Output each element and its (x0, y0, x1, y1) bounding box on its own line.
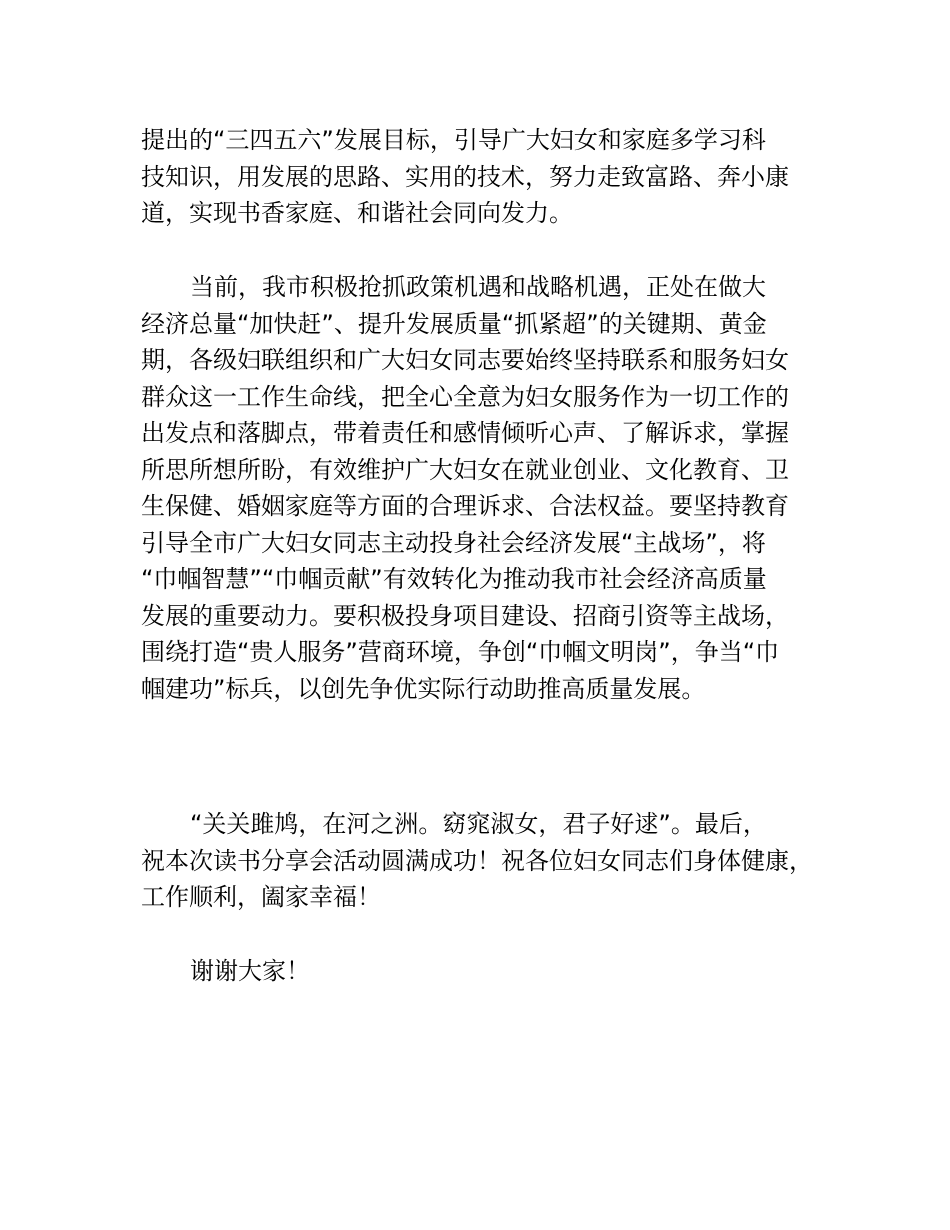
paragraph-line: 当前，我市积极抢抓政策机遇和战略机遇，正处在做大 (190, 273, 766, 301)
paragraph-line: “关关雎鸠，在河之洲。窈窕淑女，君子好逑”。最后， (190, 810, 767, 838)
paragraph-line: 帼建功”标兵，以创先争优实际行动助推高质量发展。 (141, 674, 706, 703)
paragraph-line: 谢谢大家！ (190, 957, 310, 985)
paragraph-closing-wishes (141, 806, 861, 916)
paragraph-line: 期，各级妇联组织和广大妇女同志要始终坚持联系和服务妇女 (141, 346, 789, 374)
paragraph-goals (141, 122, 861, 232)
paragraph-line: 工作顺利，阖家幸福！ (141, 883, 381, 911)
paragraph-thanks (141, 953, 861, 990)
paragraph-line: 围绕打造“贵人服务”营商环境，争创“巾帼文明岗”，争当“巾 (141, 638, 780, 666)
paragraph-line: 生保健、婚姻家庭等方面的合理诉求、合法权益。要坚持教育 (141, 492, 789, 520)
paragraph-line: 群众这一工作生命线，把全心全意为妇女服务作为一切工作的 (141, 382, 789, 411)
paragraph-line: 祝本次读书分享会活动圆满成功！祝各位妇女同志们身体健康， (141, 846, 813, 875)
paragraph-line: “巾帼智慧”“巾帼贡献”有效转化为推动我市社会经济高质量 (141, 565, 767, 593)
paragraph-line: 出发点和落脚点，带着责任和感情倾听心声、了解诉求，掌握 (141, 419, 789, 447)
paragraph-line: 发展的重要动力。要积极投身项目建设、招商引资等主战场， (141, 601, 789, 630)
paragraph-line: 经济总量“加快赶”、提升发展质量“抓紧超”的关键期、黄金 (141, 309, 767, 338)
paragraph-current-situation (141, 269, 861, 707)
paragraph-line: 引导全市广大妇女同志主动投身社会经济发展“主战场”，将 (141, 528, 766, 557)
paragraph-line: 道，实现书香家庭、和谐社会同向发力。 (141, 199, 573, 227)
paragraph-line: 提出的“三四五六”发展目标，引导广大妇女和家庭多学习科 (141, 126, 766, 154)
paragraph-line: 技知识，用发展的思路、实用的技术，努力走致富路、奔小康 (141, 162, 789, 191)
paragraph-line: 所思所想所盼，有效维护广大妇女在就业创业、文化教育、卫 (141, 455, 789, 484)
